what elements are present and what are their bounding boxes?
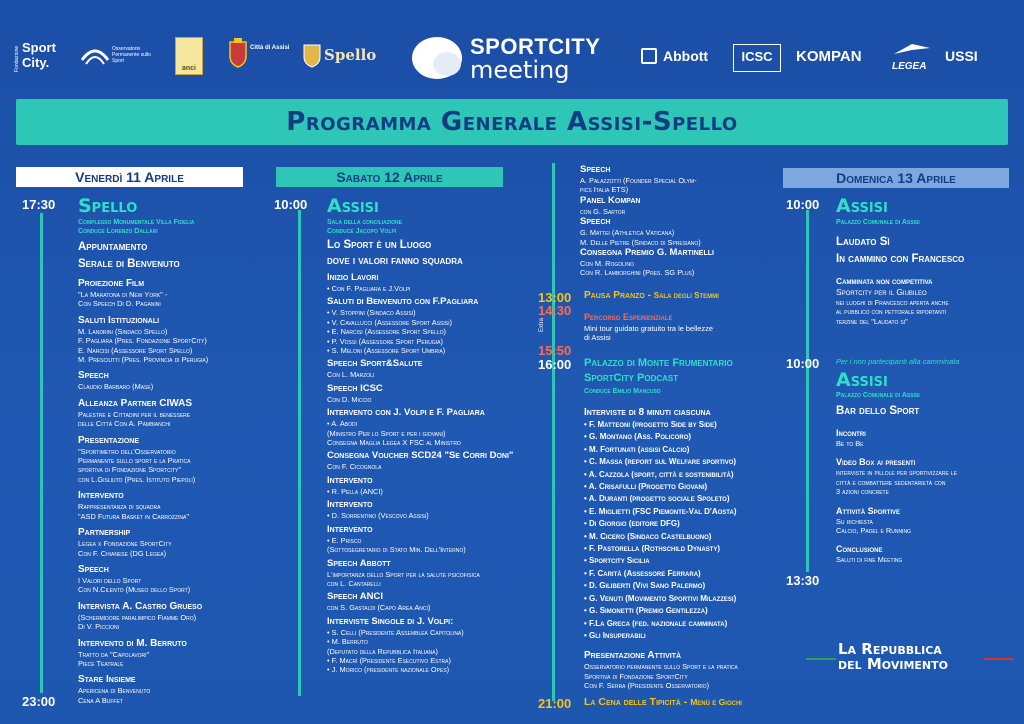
item-heading: Partnership	[78, 527, 131, 539]
item-heading: Speech	[580, 216, 611, 228]
item-line: • J. Morico (presidente nazionale Opes)	[327, 665, 450, 675]
saturday-venue: Sala della conciliazione	[327, 219, 402, 226]
item-line: Con D. Miccio	[327, 394, 372, 404]
item-line: G. Mattei (Athletica Vaticana)	[580, 228, 675, 238]
extra-label: Extra	[539, 317, 545, 332]
friday-end-time: 23:00	[22, 694, 56, 709]
saturday-header	[276, 167, 503, 187]
interview-item: • A. Duranti (progetto sociale Spoleto)	[584, 494, 730, 504]
interview-item: • A. Crisafulli (Progetto Giovani)	[584, 482, 708, 492]
sunday-title3: Bar dello Sport	[836, 405, 920, 417]
item-line: • D. Sorrentino (Vescovo Assisi)	[327, 511, 429, 521]
item-line: con S. Gastaldi (Capo Area Anci)	[327, 603, 431, 613]
item-line: Palestre e Cittadini per il benessere	[78, 409, 191, 419]
kompan-logo	[796, 48, 878, 66]
item-heading: Presentazione	[78, 434, 139, 446]
friday-header-label: Venerdì 11 Aprile	[75, 169, 184, 185]
item-heading: Incontri	[836, 428, 866, 438]
extra-desc-line1: Mini tour guidato gratuito tra le bellezze	[584, 324, 713, 333]
item-line: sportiva di Fondazione Sportcity"	[78, 465, 181, 475]
dinner-time: 21:00	[538, 696, 572, 711]
ussi-label: USSI	[945, 48, 978, 64]
lunch-row: Pausa Pranzo - Sala degli Stemmi	[584, 290, 719, 301]
sunday-second-time: 10:00	[786, 356, 820, 371]
friday-title1: Appuntamento	[78, 241, 148, 253]
osservatorio-label: Osservatorio Permanente sullo Sport	[112, 46, 151, 64]
sunday-timeline	[806, 210, 809, 572]
item-line: Con F. Cicognola	[327, 462, 382, 472]
item-heading: Intervista A. Castro Grueso	[78, 600, 203, 612]
item-line: • E. Prisco	[327, 535, 362, 545]
item-heading: Intervento	[327, 523, 373, 535]
spello-label: Spello	[324, 46, 377, 64]
item-heading: Stare Insieme	[78, 674, 136, 686]
friday-start-time: 17:30	[22, 197, 56, 212]
footer-stripe	[806, 658, 836, 660]
interviews-heading: Interviste di 8 minuti ciascuna	[584, 407, 711, 418]
item-line: Apericena di Benvenuto	[78, 686, 151, 696]
item-heading: Intervento con J. Volpi e F. Pagliara	[327, 407, 485, 419]
assisi-crest-logo	[228, 38, 288, 72]
saturday-title2: dove i valori fanno squadra	[327, 255, 463, 267]
sportcity-foundation-logo	[14, 38, 72, 76]
item-line: • V. Cavallucci (Assessore Sport Assisi)	[327, 317, 452, 327]
item-heading: Speech Abbott	[327, 557, 391, 569]
dinner-row: La Cena delle Tipicità - Menù e Giochi	[584, 696, 742, 708]
abbott-logo	[641, 48, 719, 66]
saturday-header-label: Sabato 12 Aprile	[336, 169, 443, 185]
item-line: • E. Narcisi (Assessore Sport Spello)	[327, 327, 446, 337]
item-line: M. Delle Pietre (Sindaco di Spresiano)	[580, 237, 701, 247]
item-line: F. Pagliara (Pres. Fondazione SportCity)	[78, 336, 207, 346]
item-line: • P. Vossi (Assessore Sport Perugia)	[327, 336, 443, 346]
item-heading: Speech ICSC	[327, 382, 383, 394]
sunday-venue-2: Palazzo Comunale di Assisi	[836, 392, 920, 399]
item-line: "La Maratona di New York" -	[78, 290, 168, 299]
abbott-icon	[641, 48, 657, 64]
item-line: (Ministro Per lo Sport e per i giovani)	[327, 428, 446, 438]
extra-start-time: 14:30	[538, 303, 572, 318]
sunday-note: Per i non partecipanti alla camminata	[836, 357, 960, 366]
item-heading: Intervento	[327, 499, 373, 511]
item-heading: Attività Sportive	[836, 505, 901, 516]
icsc-label: ICSC	[741, 49, 773, 64]
item-line: 3 azioni concrete	[836, 487, 889, 497]
item-line: E. Narcisi (Assessore Sport Spello)	[78, 345, 193, 355]
interview-item: • F. Carità (Assessore Ferrara)	[584, 568, 701, 578]
saturday-timeline	[298, 210, 301, 696]
item-line: Claudio Barbaro (Mase)	[78, 382, 154, 392]
pm-host: Conduce Emilio Mancuso	[584, 388, 661, 395]
item-line: delle Città Con A. Pambianchi	[78, 419, 171, 429]
item-heading: Intervento	[327, 474, 373, 486]
assisi-label: Città di Assisi	[250, 45, 290, 51]
page-title: Programma Generale Assisi-Spello	[286, 107, 738, 137]
legea-label: LEGEA	[892, 61, 927, 72]
extra-end-time: 15:50	[538, 343, 572, 358]
item-line: (Deputato della Repubblica Italiana)	[327, 646, 438, 656]
legea-swoosh-icon	[892, 42, 932, 56]
saturday-start-time: 10:00	[274, 197, 308, 212]
item-line: Legea x Fondazione SportCity	[78, 539, 172, 549]
item-line: (Schermidore paralimpico Fiamme Oro)	[78, 612, 197, 622]
pres-heading: Presentazione Attività	[584, 650, 682, 662]
walk-heading: Camminata non competitiva	[836, 276, 933, 286]
sunday-title2: In cammino con Francesco	[836, 253, 965, 265]
item-heading: Intervento di M. Berruto	[78, 637, 187, 649]
saturday-host: Conduce Jacopo Volpi	[327, 228, 397, 235]
saturday-timeline-2	[552, 163, 555, 701]
item-line: Con Speech Di D. Paganini	[78, 299, 161, 309]
item-line: Con L. Marzoli	[327, 370, 375, 380]
sunday-bar	[836, 404, 1016, 565]
item-line: Cena A Buffet	[78, 695, 123, 705]
item-line: • M. Berruto	[327, 637, 368, 647]
brand-line2: meeting	[470, 56, 570, 84]
friday-title2: Serale di Benvenuto	[78, 258, 180, 270]
item-line: Be to Be	[836, 439, 864, 448]
icsc-logo	[733, 44, 781, 72]
interview-item: • A. Cazzola (sport, città e sostenibilità)	[584, 469, 734, 479]
walk-line-3: al pubblico con pettorale riportanti	[836, 307, 947, 317]
osservatorio-icon	[80, 42, 110, 70]
item-line: • S. Celli (Presidente Assemblea Capitolina)	[327, 627, 464, 637]
sunday-header	[783, 168, 1009, 188]
item-heading: Inizio Lavori	[327, 272, 379, 283]
item-heading: Conclusione	[836, 544, 883, 555]
brand-line1: SPORTCITY	[470, 34, 601, 59]
spello-logo	[302, 42, 378, 70]
item-line: A. Palazzotti (Founder Special Olym-	[580, 176, 697, 185]
interview-item: • C. Massa (report sul Welfare sportivo)	[584, 457, 737, 467]
item-line: • F. Macrì (Presidente Esecutivo Estra)	[327, 655, 451, 665]
item-heading: Speech	[78, 370, 109, 382]
extra-desc	[584, 324, 764, 343]
anci-logo	[175, 37, 203, 75]
speech-bubble-icon	[410, 34, 464, 84]
ussi-logo	[945, 48, 1009, 66]
interview-item: • F. Pastorella (Rothschild Dynasty)	[584, 544, 721, 554]
interview-item: • M. Fortunati (assisi Calcio)	[584, 444, 690, 454]
item-line: Con N.Cilento (Museo dello Sport)	[78, 585, 191, 595]
item-heading: Proiezione Film	[78, 278, 145, 289]
pres-line-3: Con F. Serra (Presidente Osservatorio)	[584, 681, 710, 691]
interviews-block	[584, 407, 784, 691]
walk-line-1: Sportcity per il Giubileo	[836, 287, 927, 297]
abbott-label: Abbott	[663, 48, 709, 64]
interview-item: • E. Miglietti (FSC Piemonte-Val D'Aosta)	[584, 506, 737, 516]
item-heading: Speech	[78, 563, 109, 575]
walk-line-2: nei luoghi di Francesco aperta anche	[836, 298, 949, 307]
interview-item: • G. Venuti (Movimento Sportivi Milazzesi)	[584, 593, 737, 603]
item-heading: Speech Sport&Salute	[327, 358, 423, 370]
item-line: M. Presciutti (Pres. Provincia di Perugia)	[78, 355, 209, 365]
friday-city: Spello	[78, 195, 138, 217]
item-line: città e combattere sedentarietà con	[836, 477, 946, 487]
extra-title: Percorso Esperienziale	[584, 312, 673, 322]
sunday-city: Assisi	[836, 195, 888, 217]
sunday-title1: Laudato Sì	[836, 236, 890, 248]
interview-item: • Di Giorgio (editore DFG)	[584, 519, 680, 529]
item-line: con L.Gisliuto (Pres. Istituto Piepoli)	[78, 474, 196, 484]
interview-item: • F.La Greca (fed. nazionale camminata)	[584, 618, 728, 628]
sunday-start-time: 10:00	[786, 197, 820, 212]
footer-line1: La Repubblica	[838, 640, 942, 658]
pres-line-2: Sportiva di Fondazione SportCity	[584, 671, 688, 681]
spello-crest-icon	[302, 42, 322, 68]
item-line: con G. Sartor	[580, 206, 626, 216]
item-line: Piece Teatrale	[78, 658, 124, 668]
assisi-crest-icon	[228, 38, 248, 68]
item-line: M. Landrini (Sindaco Spello)	[78, 326, 168, 336]
title-banner	[16, 99, 1008, 145]
interview-item: • Gli Insuperabili	[584, 630, 646, 640]
sunday-morning	[836, 235, 1016, 326]
item-line: Consegna Maglia Legea X FSC al Ministro	[327, 438, 461, 448]
friday-program	[78, 240, 248, 705]
saturday-city: Assisi	[327, 195, 379, 217]
item-heading: Interviste Singole di J. Volpi:	[327, 615, 454, 627]
pm-time: 16:00	[538, 357, 572, 372]
item-line: (Sottosegretario di Stato Min. Dell'Interno)	[327, 545, 466, 555]
item-line: interviste in pillole per sportivizzare le	[836, 468, 957, 478]
interview-item: • F. Matteoni (progetto Side by Side)	[584, 420, 717, 429]
sunday-city-2: Assisi	[836, 369, 888, 391]
item-line: Con M. Rogolino	[580, 259, 634, 269]
item-line: I Valori dello Sport	[78, 575, 142, 585]
item-line: • S. Meloni (Assessore Sport Umbria)	[327, 346, 446, 356]
fondazione-label: Fondazione	[14, 45, 20, 72]
sportcity-meeting-brand	[410, 34, 630, 86]
item-line: Rappresentanza di squadra	[78, 502, 161, 512]
pm-venue: Palazzo di Monte Frumentario	[584, 357, 733, 369]
extra-desc-line2: di Assisi	[584, 333, 611, 343]
pres-line-1: Osservatorio permanente sullo Sport e la pratica	[584, 662, 738, 672]
sportcity-label: Sport City.	[22, 40, 56, 70]
item-line: "Sportimetro dell'Osservatorio	[78, 446, 176, 456]
item-line: • A. Abodi	[327, 419, 358, 429]
item-line: • Con F. Pagliara e J.Volpi	[327, 284, 411, 293]
osservatorio-logo	[80, 40, 158, 72]
sunday-venue: Palazzo Comunale di Assisi	[836, 219, 920, 226]
item-line: pics Italia ETS)	[580, 185, 629, 195]
item-line: Con F. Chianese (DG Legea)	[78, 548, 167, 558]
interview-item: • Sportcity Sicilia	[584, 556, 650, 566]
interview-item: • D. Giliberti (Vivi Sano Palermo)	[584, 581, 706, 591]
lunch-place: Sala degli Stemmi	[653, 291, 719, 300]
legea-logo	[892, 42, 936, 72]
item-heading: Consegna Voucher SCD24 "Se Corri Doni"	[327, 450, 514, 462]
dinner-extra: Menù e Giochi	[690, 697, 742, 707]
item-line: L'importanza dello Sport per la salute psicofisica	[327, 569, 480, 579]
interview-item: • G. Simonetti (Premio Gentilezza)	[584, 606, 708, 616]
footer-stripe-red	[984, 658, 1014, 660]
item-line: Con R. Lamborghini (Pres. SG Plus)	[580, 268, 695, 278]
item-heading: Video Box ai presenti	[836, 457, 916, 468]
saturday-title1: Lo Sport è un Luogo	[327, 239, 432, 251]
item-line: Permanente sullo sport e la Pratica	[78, 456, 191, 466]
item-heading: Alleanza Partner CIWAS	[78, 397, 193, 409]
friday-header	[16, 167, 243, 187]
interview-item: • M. Cicero (Sindaco Castelbuono)	[584, 531, 712, 541]
sunday-header-label: Domenica 13 Aprile	[836, 170, 956, 186]
walk-line-4: terzine del "Laudato si"	[836, 316, 908, 326]
item-line: • V. Stoppini (Sindaco Assisi)	[327, 308, 416, 318]
sunday-end-time: 13:30	[786, 573, 820, 588]
saturday-afternoon-top	[580, 164, 780, 278]
item-heading: Saluti di Benvenuto con F.Pagliara	[327, 296, 479, 308]
item-heading: Intervento	[78, 490, 124, 502]
item-line: con L. Cantarelli	[327, 578, 381, 588]
interview-item: • G. Montano (Ass. Policoro)	[584, 432, 692, 442]
item-line: Calcio, Padel e Running	[836, 526, 911, 536]
item-heading: Panel Kompan	[580, 194, 641, 206]
item-heading: Speech ANCI	[327, 591, 383, 603]
footer-line2: del Movimento	[838, 655, 948, 673]
item-line: Di V. Piccioni	[78, 622, 119, 632]
saturday-program	[327, 238, 527, 675]
lunch-label: Pausa Pranzo	[584, 290, 645, 301]
item-line: Saluti di fine Meeting	[836, 555, 903, 565]
footer-brand	[838, 642, 948, 672]
friday-venue: Complesso Monumentale Villa Fidelia	[78, 219, 195, 226]
kompan-label: KOMPAN	[796, 48, 862, 65]
friday-host: Conduce Lorenzo Dallari	[78, 228, 158, 235]
dinner-label: La Cena delle Tipicità	[584, 696, 681, 708]
item-line: • R. Pella (ANCI)	[327, 486, 383, 496]
item-line: "ASD Futura Basket in Carrozzina"	[78, 511, 189, 521]
item-heading: Saluti Istituzionali	[78, 314, 160, 326]
item-heading: Consegna Premio G. Martinelli	[580, 247, 714, 259]
friday-timeline	[40, 213, 43, 693]
item-heading: Speech	[580, 164, 611, 175]
item-line: Su richiesta	[836, 516, 873, 526]
pm-title: SportCity Podcast	[584, 372, 679, 384]
item-line: Tratto da "Capolavori"	[78, 649, 150, 659]
anci-label: anci	[181, 65, 196, 72]
lunch-time: 13:00	[538, 290, 572, 305]
